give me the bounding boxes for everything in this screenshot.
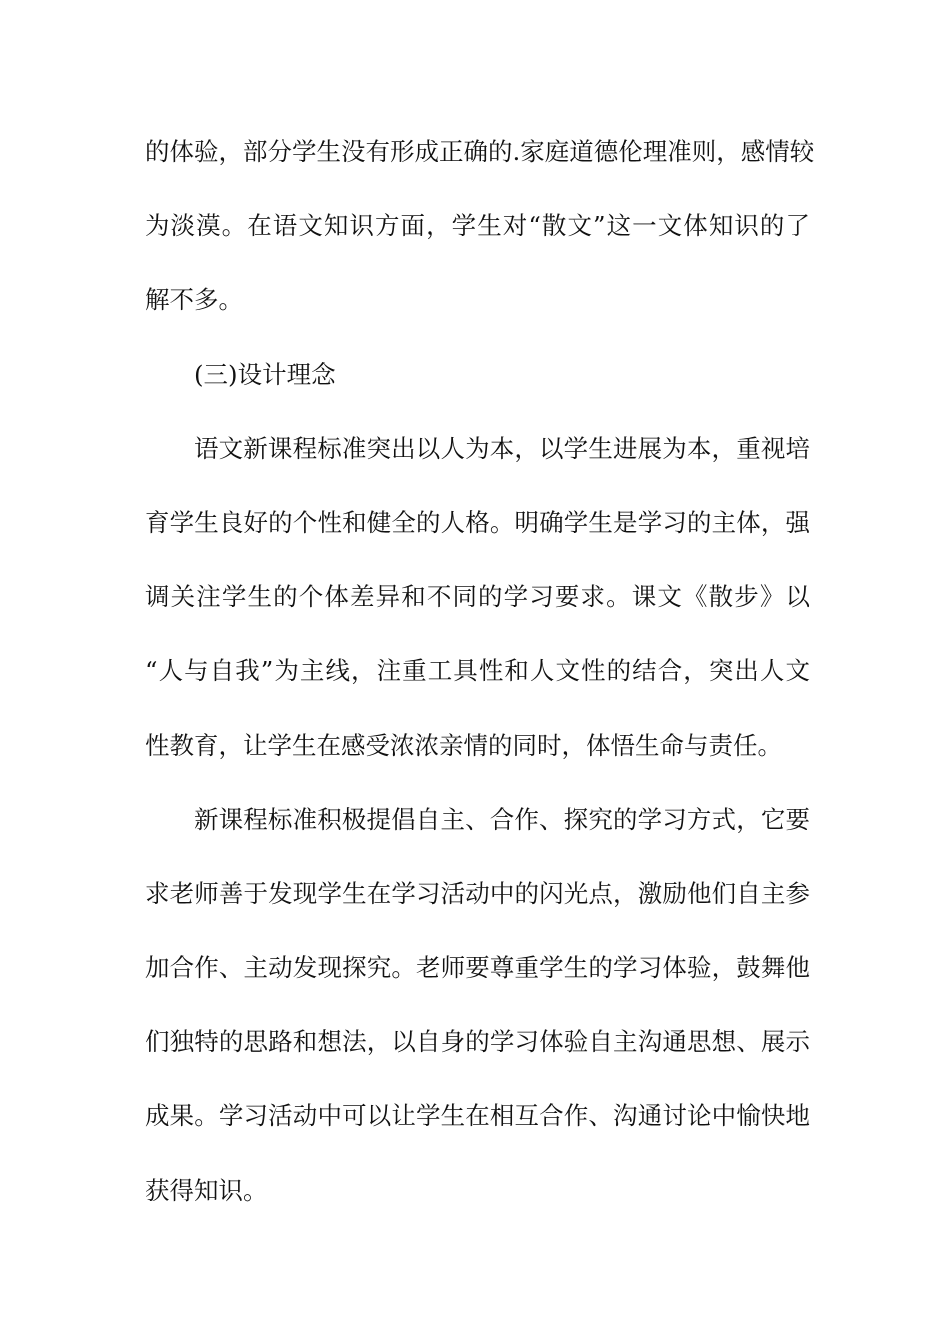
paragraph-3-line-3: 加合作、主动发现探究。老师要尊重学生的学习体验，鼓舞他 [145, 953, 810, 983]
paragraph-2-line-2: 育学生良好的个性和健全的人格。明确学生是学习的主体，强 [145, 507, 810, 537]
section-heading-design-concept: (三)设计理念 [194, 359, 336, 389]
paragraph-2-line-5: 性教育，让学生在感受浓浓亲情的同时，体悟生命与责任。 [145, 730, 782, 760]
paragraph-1-line-2: 为淡漠。在语文知识方面，学生对“散文”这一文体知识的了 [145, 211, 810, 241]
paragraph-3-line-2: 求老师善于发现学生在学习活动中的闪光点，激励他们自主参 [145, 878, 810, 908]
document-body [145, 130, 815, 1243]
paragraph-2-line-3: 调关注学生的个体差异和不同的学习要求。课文《散步》以 [145, 582, 810, 612]
paragraph-1-line-3: 解不多。 [145, 285, 243, 315]
paragraph-3-line-6: 获得知识。 [145, 1175, 268, 1205]
paragraph-3-line-4: 们独特的思路和想法，以自身的学习体验自主沟通思想、展示 [145, 1027, 810, 1057]
paragraph-2-line-1: 语文新课程标准突出以人为本，以学生进展为本，重视培 [194, 433, 810, 463]
paragraph-1-line-1: 的体验，部分学生没有形成正确的.家庭道德伦理准则，感情较 [145, 137, 815, 166]
paragraph-2-line-4: “人与自我”为主线，注重工具性和人文性的结合，突出人文 [145, 656, 810, 686]
paragraph-3-line-1: 新课程标准积极提倡自主、合作、探究的学习方式，它要 [194, 804, 810, 834]
paragraph-3-line-5: 成果。学习活动中可以让学生在相互合作、沟通讨论中愉快地 [145, 1101, 810, 1131]
